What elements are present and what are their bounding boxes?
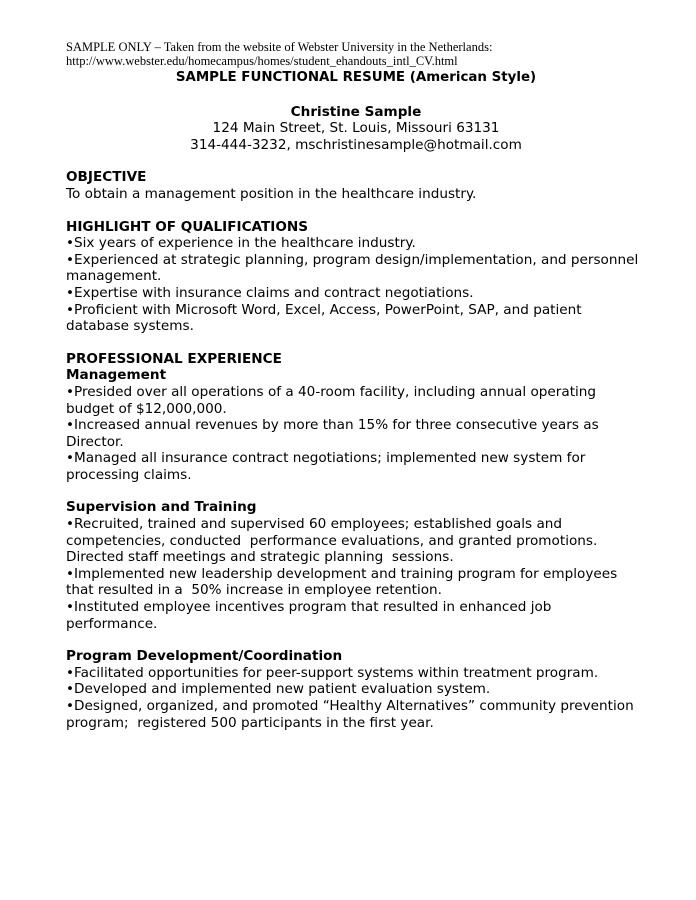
source-note-url: http://www.webster.edu/homecampus/homes/student_ehandouts_intl_CV.html: [66, 54, 458, 68]
objective-heading: OBJECTIVE: [66, 169, 147, 186]
candidate-contact: 314-444-3232, mschristinesample@hotmail.com: [190, 136, 522, 153]
experience-item: •Increased annual revenues by more than 15% for three consecutive years as Director.: [66, 417, 603, 450]
contact-header: [66, 104, 646, 154]
experience-item: •Facilitated opportunities for peer-support systems within treatment program.: [66, 664, 599, 681]
experience-heading: PROFESSIONAL EXPERIENCE: [66, 350, 282, 367]
experience-item: •Implemented new leadership development and training program for employees that resulted in a 50% increase in employee retention.: [66, 565, 622, 599]
experience-item: •Managed all insurance contract negotiations; implemented new system for processing claims.: [66, 450, 590, 483]
qualification-item: •Six years of experience in the healthcare industry.: [66, 235, 416, 252]
management-subsection: [66, 367, 646, 483]
source-note-line-1: SAMPLE ONLY – Taken from the website of Webster University in the Netherlands:: [66, 40, 493, 54]
resume-page: [66, 40, 646, 731]
qualification-item: •Expertise with insurance claims and contract negotiations.: [66, 284, 474, 301]
qualifications-heading: HIGHLIGHT OF QUALIFICATIONS: [66, 218, 309, 235]
candidate-address: 124 Main Street, St. Louis, Missouri 63131: [212, 120, 500, 137]
qualification-item: •Proficient with Microsoft Word, Excel, Access, PowerPoint, SAP, and patient database systems.: [66, 301, 586, 335]
objective-section: [66, 169, 646, 202]
experience-item: •Instituted employee incentives program that resulted in enhanced job performance.: [66, 599, 556, 632]
program-development-subsection: [66, 648, 646, 731]
qualification-item: •Experienced at strategic planning, program design/implementation, and personnel management.: [66, 251, 643, 285]
supervision-subsection: [66, 499, 646, 632]
qualifications-section: [66, 219, 646, 335]
experience-item: •Designed, organized, and promoted “Healthy Alternatives” community prevention program; registered 500 participants in the first year.: [66, 698, 639, 731]
supervision-heading: Supervision and Training: [66, 499, 257, 516]
document-title: SAMPLE FUNCTIONAL RESUME (American Style): [175, 70, 537, 85]
experience-item: •Recruited, trained and supervised 60 employees; established goals and competencies, conducted performance evaluations, and granted promotions. Directed staff meetings and strategic planning sessions.: [66, 516, 602, 566]
objective-text: To obtain a management position in the healthcare industry.: [66, 185, 477, 202]
experience-item: •Developed and implemented new patient evaluation system.: [66, 681, 491, 698]
program-development-heading: Program Development/Coordination: [66, 648, 343, 665]
candidate-name: Christine Sample: [290, 103, 422, 120]
experience-section: [66, 351, 646, 731]
experience-item: •Presided over all operations of a 40-room facility, including annual operating budget of $12,000,000.: [66, 383, 601, 417]
management-heading: Management: [66, 367, 167, 384]
